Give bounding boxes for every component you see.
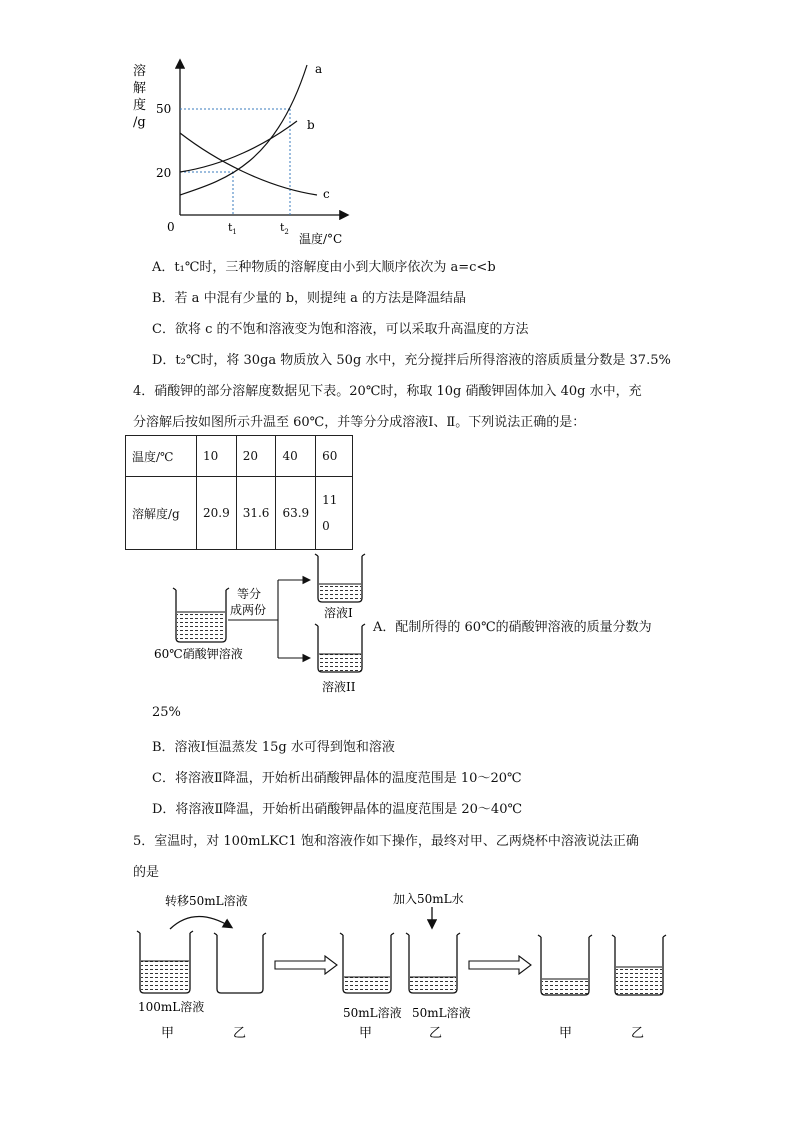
q4-stem-line2: 分溶解后按如图所示升温至 60℃，并等分分成溶液Ⅰ、Ⅱ。下列说法正确的是： <box>133 415 586 430</box>
beaker-jia-50ml <box>340 933 394 993</box>
curve-b <box>180 121 297 172</box>
table-cell-wrap-1: 11 <box>322 493 338 507</box>
beaker-1 <box>315 554 365 602</box>
table-header-solubility: 溶解度/g <box>126 477 197 550</box>
q5-stem-line1: 5．室温时，对 100mLKC1 饱和溶液作如下操作，最终对甲、乙两烧杯中溶液说法正确 <box>133 834 639 849</box>
y-label-4: /g <box>133 115 146 130</box>
process-arrow-1 <box>275 956 337 974</box>
table-cell-wrap-2: 0 <box>322 519 330 533</box>
transfer-arrow <box>170 916 231 929</box>
q4-option-a-line1: A．配制所得的 60℃的硝酸钾溶液的质量分数为 <box>373 620 652 635</box>
beaker-2-label: 溶液II <box>322 680 356 694</box>
q4-option-b: B．溶液Ⅰ恒温蒸发 15g 水可得到饱和溶液 <box>152 740 395 755</box>
y-tick-20: 20 <box>156 166 172 180</box>
label-jia-3: 甲 <box>559 1026 573 1041</box>
y-label-1: 溶 <box>133 64 147 79</box>
beaker-jia-100ml <box>137 931 193 993</box>
y-label-2: 解 <box>133 81 147 96</box>
label-jia-1: 甲 <box>161 1026 175 1041</box>
table-header-temp: 温度/℃ <box>126 436 197 477</box>
q3-option-d: D．t₂℃时，将 30ga 物质放入 50g 水中，充分搅拌后所得溶液的溶质质量分数是 37.5% <box>152 353 671 368</box>
x-tick-t1: $t_1$ <box>228 221 237 236</box>
label-yi-1: 乙 <box>233 1026 247 1041</box>
curve-a-label: a <box>315 62 323 76</box>
curve-c-label: c <box>323 187 330 201</box>
label-jia-2: 甲 <box>359 1026 373 1041</box>
table-cell: 10 <box>197 436 237 477</box>
process-arrow-2 <box>469 956 531 974</box>
vol-50b-label: 50mL溶液 <box>412 1006 471 1020</box>
q3-option-a: A．t₁℃时，三种物质的溶解度由小到大顺序依次为 a=c<b <box>152 260 496 275</box>
beaker-yi-50ml <box>406 933 460 993</box>
solubility-graph <box>125 55 365 250</box>
split-label-2: 成两份 <box>230 603 267 617</box>
x-tick-t2: $t_2$ <box>280 221 289 236</box>
beaker-yi-final <box>612 935 666 995</box>
source-label: 60℃硝酸钾溶液 <box>154 647 243 661</box>
table-cell: 63.9 <box>276 477 316 550</box>
q4-stem-line1: 4．硝酸钾的部分溶解度数据见下表。20℃时，称取 10g 硝酸钾固体加入 40g 水中，充 <box>133 384 642 399</box>
table-cell: 20 <box>236 436 276 477</box>
y-label-3: 度 <box>133 98 147 113</box>
q5-stem-line2: 的是 <box>133 865 160 880</box>
curve-c <box>180 133 317 195</box>
origin-label: 0 <box>167 220 175 234</box>
beaker-jia-final <box>538 935 592 995</box>
label-yi-2: 乙 <box>429 1026 443 1041</box>
beaker-1-label: 溶液I <box>324 606 353 620</box>
table-cell: 20.9 <box>197 477 237 550</box>
q5-diagram <box>125 885 685 1050</box>
curve-b-label: b <box>307 118 315 132</box>
transfer-label: 转移50mL溶液 <box>165 894 248 908</box>
split-label-1: 等分 <box>237 587 262 601</box>
beaker-2 <box>315 624 365 672</box>
q4-option-c: C．将溶液Ⅱ降温，开始析出硝酸钾晶体的温度范围是 10～20℃ <box>152 771 522 786</box>
vol-100-label: 100mL溶液 <box>138 1000 205 1014</box>
source-beaker <box>173 588 229 642</box>
q4-option-a-line2: 25% <box>152 705 181 720</box>
label-yi-3: 乙 <box>631 1026 645 1041</box>
table-cell: 60 <box>316 436 353 477</box>
table-cell: 31.6 <box>236 477 276 550</box>
table-cell: 40 <box>276 436 316 477</box>
solubility-table <box>125 435 353 550</box>
q4-split-diagram <box>140 550 380 695</box>
y-tick-50: 50 <box>156 102 172 116</box>
beaker-yi-empty <box>214 933 266 993</box>
q3-option-c: C．欲将 c 的不饱和溶液变为饱和溶液，可以采取升高温度的方法 <box>152 322 529 337</box>
curve-a <box>180 65 307 195</box>
x-axis-label: 温度/°C <box>299 232 343 246</box>
vol-50a-label: 50mL溶液 <box>343 1006 402 1020</box>
q3-option-b: B．若 a 中混有少量的 b，则提纯 a 的方法是降温结晶 <box>152 291 467 306</box>
add-water-label: 加入50mL水 <box>393 892 464 906</box>
q4-option-d: D．将溶液Ⅱ降温，开始析出硝酸钾晶体的温度范围是 20～40℃ <box>152 802 523 817</box>
table-cell <box>316 477 353 550</box>
